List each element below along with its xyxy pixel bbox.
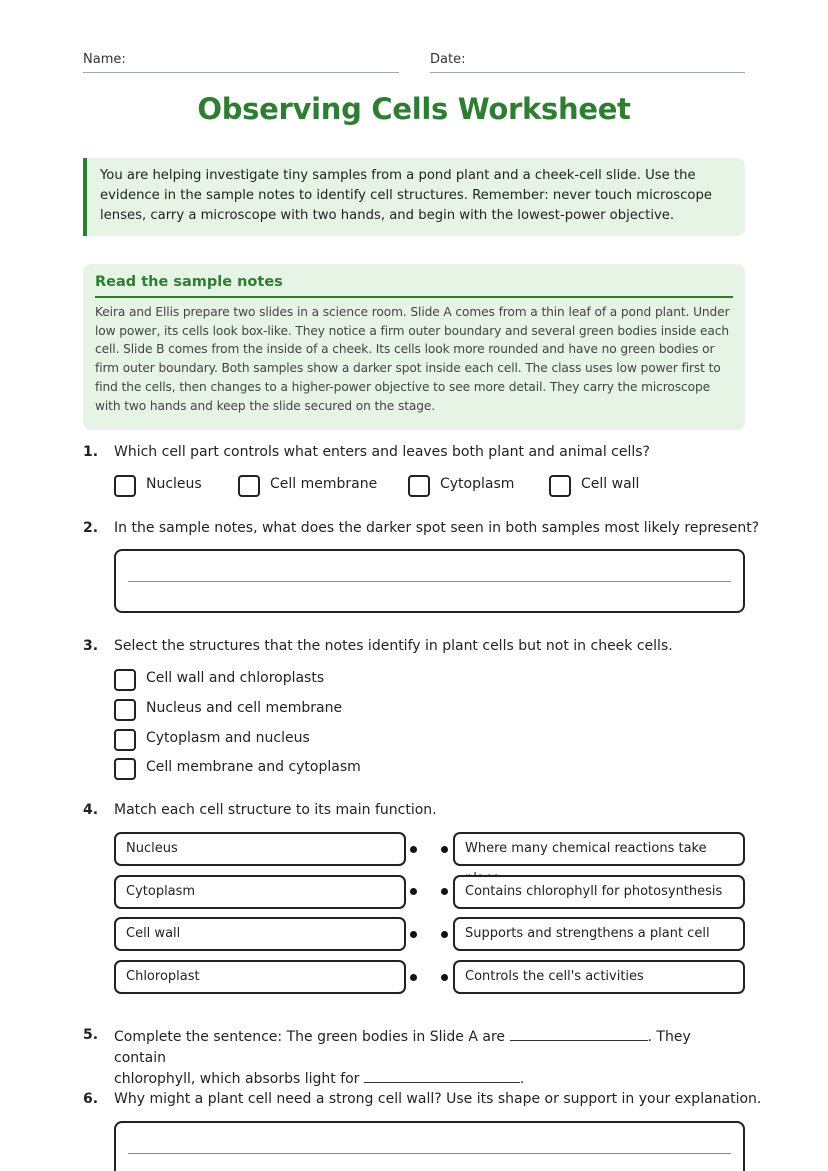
question-3-text: Select the structures that the notes identify in plant cells but not in cheek cells. [114,638,673,654]
question-5-sentence [114,1027,734,1090]
q1-option-nucleus-checkbox[interactable] [114,475,136,497]
q3-option-label: Cell wall and chloroplasts [146,670,325,686]
question-5-number: 5. [83,1027,99,1043]
match-left-item[interactable]: Nucleus [114,832,406,866]
match-left-item[interactable]: Cytoplasm [114,875,406,909]
q5-text-part-1: Complete the sentence: The green bodies in Slide A are [114,1029,506,1045]
match-left-dot[interactable] [410,888,417,895]
q5-text-part-3: chlorophyll, which absorbs light for [114,1071,360,1087]
match-left-item[interactable]: Cell wall [114,917,406,951]
q5-blank-1[interactable] [510,1027,648,1041]
q3-option-3-checkbox[interactable] [114,729,136,751]
match-right-dot[interactable] [441,931,448,938]
q3-option-label: Cytoplasm and nucleus [146,730,310,746]
intro-callout: You are helping investigate tiny samples from a pond plant and a cheek-cell slide. Use the evidence in the sample notes to identify cell structures. Remember: never touch microscope lenses, carry a microscope with two hands, and begin with the lowest-power objective. [83,158,745,236]
q5-text-part-2: . They contain [114,1029,691,1066]
q2-answer-line [128,581,731,582]
question-4-number: 4. [83,802,99,818]
match-right-item[interactable]: Controls the cell's activities [453,960,745,994]
date-field[interactable] [430,52,745,73]
question-1-number: 1. [83,444,99,460]
q3-option-4-checkbox[interactable] [114,758,136,780]
question-6-number: 6. [83,1091,99,1107]
q6-answer-line [128,1153,731,1154]
q2-answer-box[interactable] [114,549,745,613]
match-left-item[interactable]: Chloroplast [114,960,406,994]
question-6-text: Why might a plant cell need a strong cell wall? Use its shape or support in your explanation. [114,1091,762,1107]
match-left-dot[interactable] [410,931,417,938]
question-2-text: In the sample notes, what does the darker spot seen in both samples most likely represent? [114,520,760,536]
name-field[interactable] [83,52,399,73]
q3-option-2-checkbox[interactable] [114,699,136,721]
q1-option-cytoplasm-checkbox[interactable] [408,475,430,497]
question-2-number: 2. [83,520,99,536]
match-right-dot[interactable] [441,974,448,981]
match-right-dot[interactable] [441,888,448,895]
question-1-text: Which cell part controls what enters and leaves both plant and animal cells? [114,444,650,460]
match-right-item[interactable]: Where many chemical reactions take [453,832,745,866]
q5-blank-2[interactable] [364,1069,520,1083]
q6-answer-box[interactable] [114,1121,745,1171]
sample-notes-heading: Read the sample notes [95,274,733,298]
name-label: Name: [83,52,126,67]
match-left-dot[interactable] [410,846,417,853]
worksheet-title: Observing Cells Worksheet [197,92,631,126]
date-label: Date: [430,52,466,67]
q1-option-label: Cell membrane [270,476,378,492]
sample-notes-body: Keira and Ellis prepare two slides in a science room. Slide A comes from a thin leaf of a pond plant. Under low power, its cells look box-like. They notice a firm outer boundary and several green bodies inside each cell. Slide B comes from the inside of a cheek. Its cells look more rounded and have no green bodies or firm outer boundary. Both samples show a darker spot inside each cell. The class uses low power first to find the cells, then changes to a higher-power objective to see more detail. They carry the microscope with two hands and keep the slide secured on the stage. [95,305,730,413]
match-right-dot[interactable] [441,846,448,853]
q1-option-cell-wall-checkbox[interactable] [549,475,571,497]
q1-option-cell-membrane-checkbox[interactable] [238,475,260,497]
question-3-number: 3. [83,638,99,654]
sample-notes-panel [83,264,745,430]
q3-option-label: Nucleus and cell membrane [146,700,343,716]
match-right-item[interactable]: Supports and strengthens a plant cell [453,917,745,951]
q3-option-1-checkbox[interactable] [114,669,136,691]
question-4-text: Match each cell structure to its main function. [114,802,437,818]
q1-option-label: Cytoplasm [440,476,515,492]
q3-option-label: Cell membrane and cytoplasm [146,759,361,775]
q1-option-label: Nucleus [146,476,202,492]
match-left-dot[interactable] [410,974,417,981]
q1-option-label: Cell wall [581,476,640,492]
match-right-item[interactable]: Contains chlorophyll for photosynthesis [453,875,745,909]
q5-text-part-4: . [519,1071,525,1087]
